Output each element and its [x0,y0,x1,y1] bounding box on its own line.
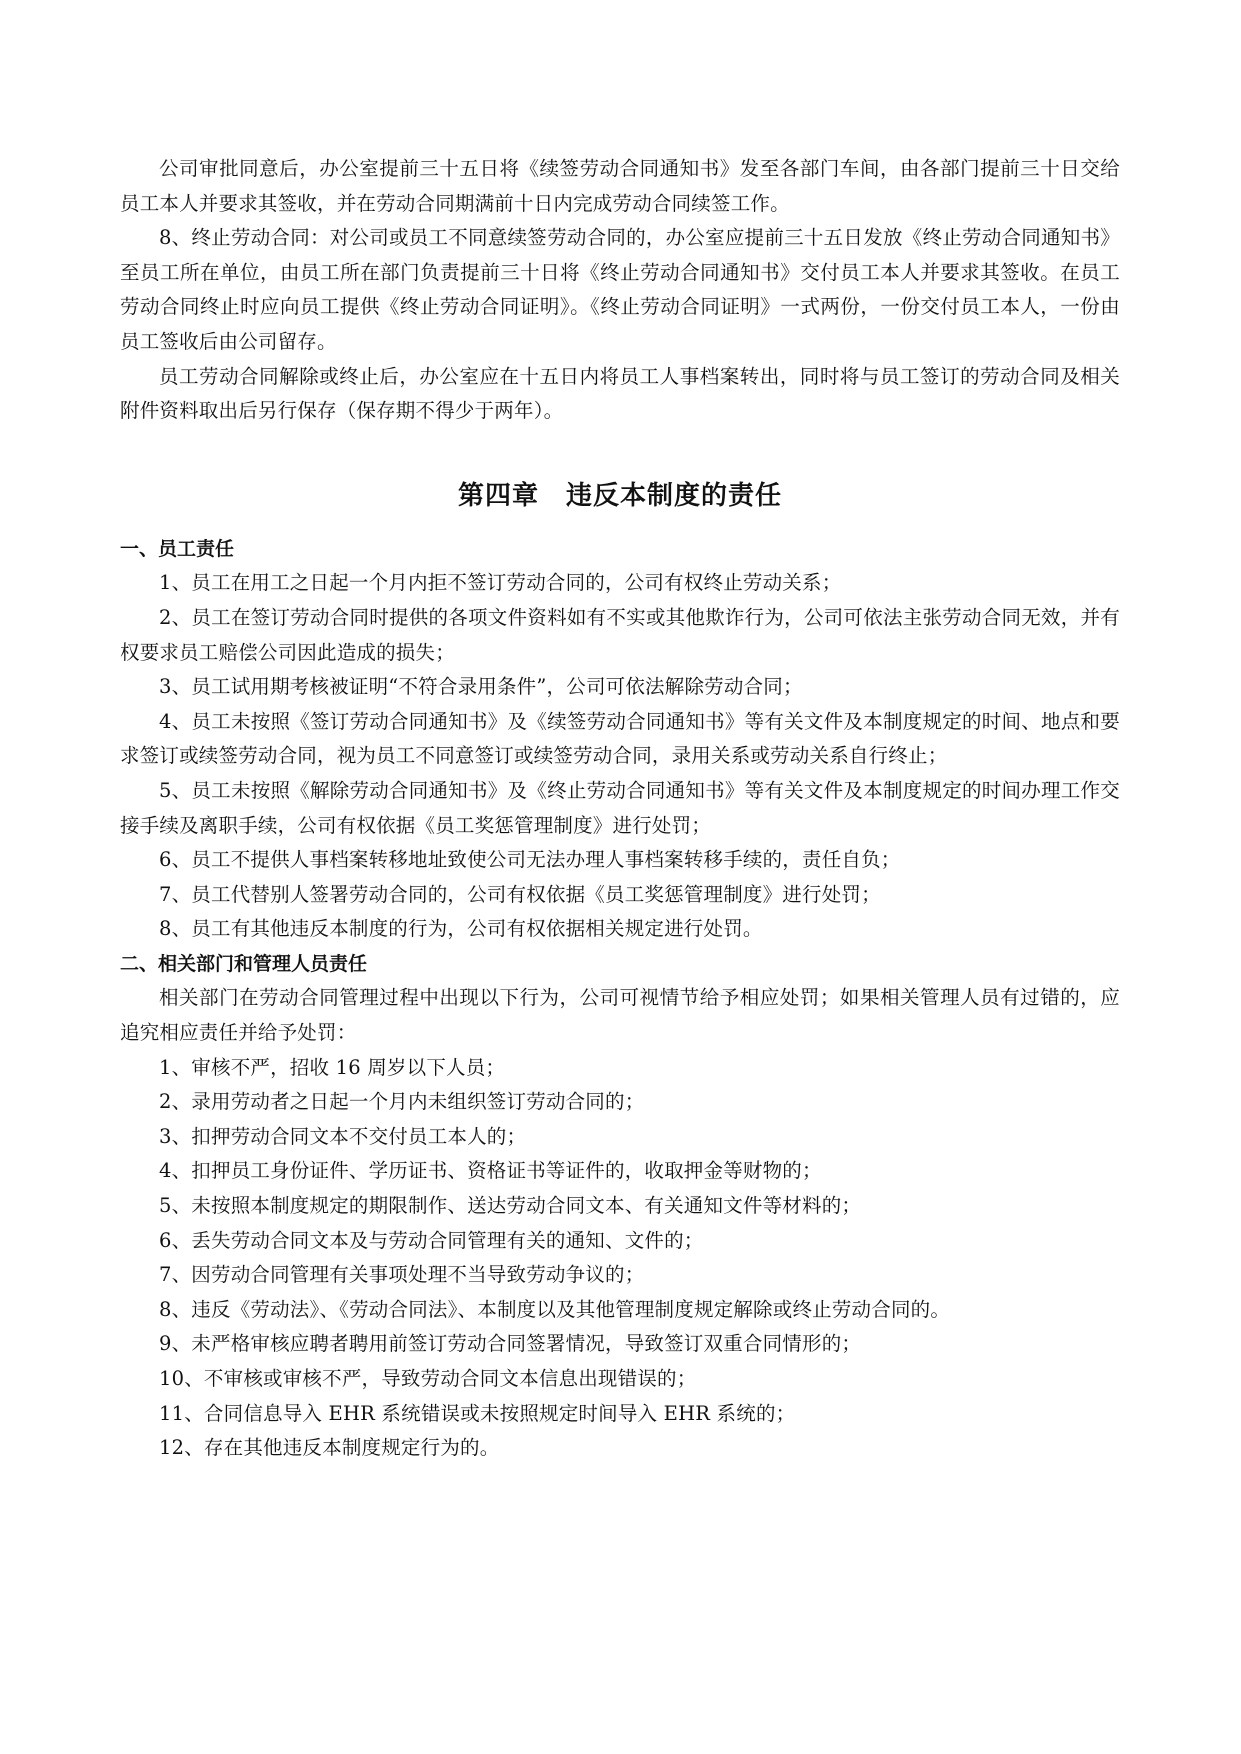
list-item: 8、违反《劳动法》、《劳动合同法》、本制度以及其他管理制度规定解除或终止劳动合同的。 [159,1297,951,1321]
list-item: 5、员工未按照《解除劳动合同通知书》及《终止劳动合同通知书》等有关文件及本制度规定的时间办理工作交接手续及离职手续，公司有权依据《员工奖惩管理制度》进行处罚； [120,778,1120,837]
section-heading-employee-responsibility: 一、员工责任 [120,537,235,560]
list-item: 2、录用劳动者之日起一个月内未组织签订劳动合同的； [159,1090,645,1114]
intro-paragraph-1: 公司审批同意后，办公室提前三十五日将《续签劳动合同通知书》发至各部门车间，由各部门提前三十日交给员工本人并要求其签收，并在劳动合同期满前十日内完成劳动合同续签工作。 [120,157,1120,215]
list-item: 7、因劳动合同管理有关事项处理不当导致劳动争议的； [159,1263,645,1287]
list-item: 5、未按照本制度规定的期限制作、送达劳动合同文本、有关通知文件等材料的； [159,1194,862,1218]
section-intro-paragraph: 相关部门在劳动合同管理过程中出现以下行为，公司可视情节给予相应处罚；如果相关管理人员有过错的，应追究相应责任并给予处罚： [120,986,1120,1045]
list-item: 11、合同信息导入 EHR 系统错误或未按照规定时间导入 EHR 系统的； [159,1401,796,1425]
list-item: 3、扣押劳动合同文本不交付员工本人的； [159,1124,527,1148]
list-item: 6、丢失劳动合同文本及与劳动合同管理有关的通知、文件的； [159,1228,704,1252]
document-page [120,152,1120,1466]
intro-paragraph-2: 8、终止劳动合同：对公司或员工不同意续签劳动合同的，办公室应提前三十五日发放《终止劳动合同通知书》至员工所在单位，由员工所在部门负责提前三十日将《终止劳动合同通知书》交付员工本人并要求其签收。在员工劳动合同终止时应向员工提供《终止劳动合同证明》。《终止劳动合同证明》一式两份，一份交付员工本人，一份由员工签收后由公司留存。 [120,226,1120,353]
list-item: 2、员工在签订劳动合同时提供的各项文件资料如有不实或其他欺诈行为，公司可依法主张劳动合同无效，并有权要求员工赔偿公司因此造成的损失； [120,605,1120,664]
intro-paragraph-3: 员工劳动合同解除或终止后，办公室应在十五日内将员工人事档案转出，同时将与员工签订的劳动合同及相关附件资料取出后另行保存（保存期不得少于两年）。 [120,364,1120,423]
list-item: 8、员工有其他违反本制度的行为，公司有权依据相关规定进行处罚。 [159,917,763,941]
list-item: 9、未严格审核应聘者聘用前签订劳动合同签署情况，导致签订双重合同情形的； [159,1332,862,1356]
list-item: 6、员工不提供人事档案转移地址致使公司无法办理人事档案转移手续的，责任自负； [159,848,901,872]
list-item: 1、审核不严，招收 16 周岁以下人员； [159,1055,506,1079]
list-item: 3、员工试用期考核被证明“不符合录用条件”，公司可依法解除劳动合同； [159,675,803,699]
section-heading-department-responsibility: 二、相关部门和管理人员责任 [120,952,368,975]
chapter-title: 第四章 违反本制度的责任 [457,480,782,511]
list-item: 12、存在其他违反本制度规定行为的。 [159,1436,500,1460]
list-item: 4、员工未按照《签订劳动合同通知书》及《续签劳动合同通知书》等有关文件及本制度规定的时间、地点和要求签订或续签劳动合同，视为员工不同意签订或续签劳动合同，录用关系或劳动关系自行终止； [120,709,1120,768]
list-item: 1、员工在用工之日起一个月内拒不签订劳动合同的，公司有权终止劳动关系； [159,571,842,595]
list-item: 4、扣押员工身份证件、学历证书、资格证书等证件的，收取押金等财物的； [159,1159,822,1183]
list-item: 7、员工代替别人签署劳动合同的，公司有权依据《员工奖惩管理制度》进行处罚； [159,882,881,906]
list-item: 10、不审核或审核不严，导致劳动合同文本信息出现错误的； [159,1367,697,1390]
